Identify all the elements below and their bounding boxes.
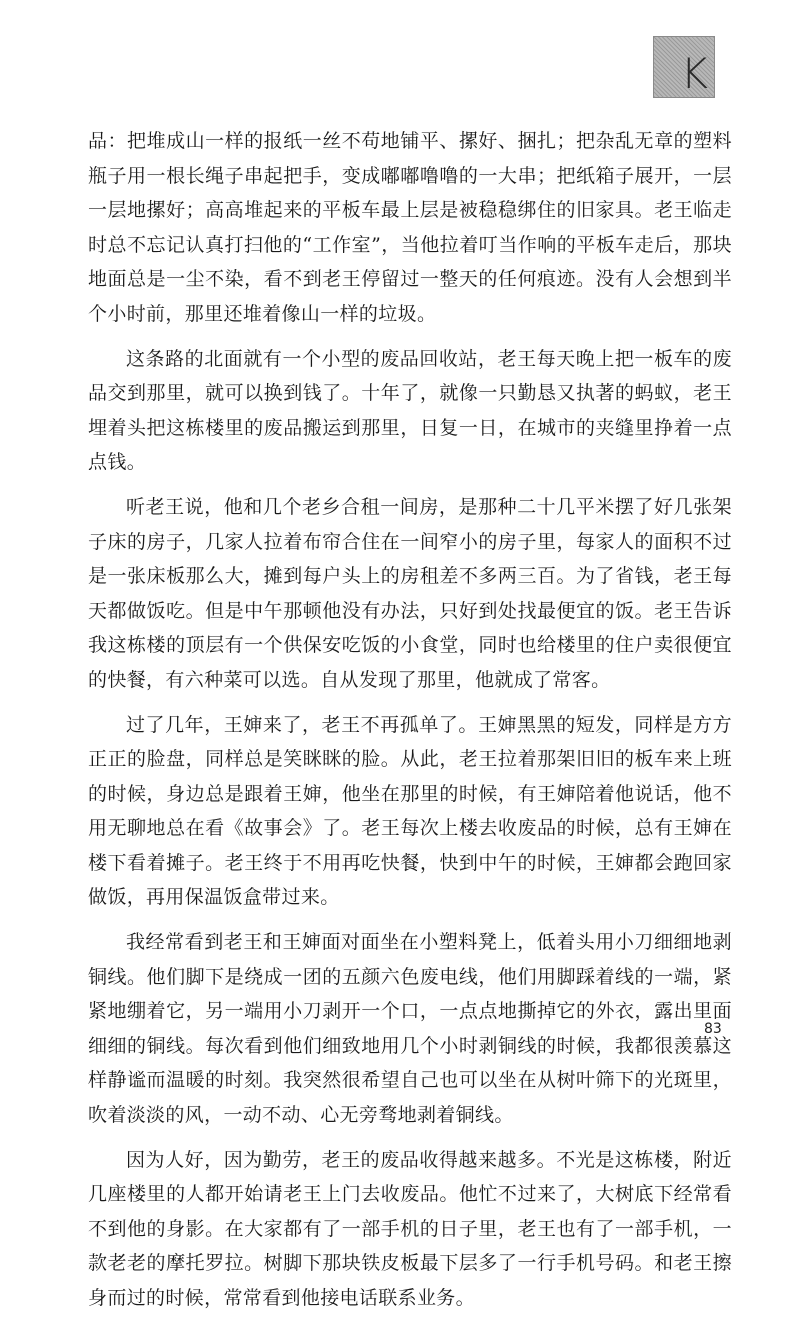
body-text [88, 124, 732, 1326]
paragraph: 听老王说，他和几个老乡合租一间房，是那种二十几平米摆了好几张架子床的房子，几家人拉着布帘合住在一间窄小的房子里，每家人的面积不过是一张床板那么大，摊到每户头上的房租差不多两三百。为了省钱，老王每天都做饭吃。但是中午那顿他没有办法，只好到处找最便宜的饭。老王告诉我这栋楼的顶层有一个供保安吃饭的小食堂，同时也给楼里的住户卖很便宜的快餐，有六种菜可以选。自从发现了那里，他就成了常客。 [88, 495, 732, 691]
paragraph: 因为人好，因为勤劳，老王的废品收得越来越多。不光是这栋楼，附近几座楼里的人都开始请老王上门去收废品。他忙不过来了，大树底下经常看不到他的身影。在大家都有了一部手机的日子里，老王也有了一部手机，一款老老的摩托罗拉。树脚下那块铁皮板最下层多了一行手机号码。和老王擦身而过的时候，常常看到他接电话联系业务。 [88, 1148, 732, 1309]
paragraph-continued: 品：把堆成山一样的报纸一丝不苟地铺平、摞好、捆扎；把杂乱无章的塑料瓶子用一根长绳子串起把手，变成嘟嘟噜噜的一大串；把纸箱子展开，一层一层地摞好；高高堆起来的平板车最上层是被稳稳绑住的旧家具。老王临走时总不忘记认真打扫他的“工作室”，当他拉着叮当作响的平板车走后，那块地面总是一尘不染，看不到老王停留过一整天的任何痕迹。没有人会想到半个小时前，那里还堆着像山一样的垃圾。 [88, 130, 732, 325]
paragraph: 这条路的北面就有一个小型的废品回收站，老王每天晚上把一板车的废品交到那里，就可以换到钱了。十年了，就像一只勤恳又执著的蚂蚁，老王埋着头把这栋楼里的废品搬运到那里，日复一日，在城市的夹缝里挣着一点点钱。 [88, 347, 732, 474]
section-tab [653, 36, 715, 98]
page-number: 83 [704, 1021, 722, 1037]
paragraph: 我经常看到老王和王婶面对面坐在小塑料凳上，低着头用小刀细细地剥铜线。他们脚下是绕成一团的五颜六色废电线，他们用脚踩着线的一端，紧紧地绷着它，另一端用小刀剥开一个口，一点点地撕掉它的外衣，露出里面细细的铜线。每次看到他们细致地用几个小时剥铜线的时候，我都很羡慕这样静谧而温暖的时刻。我突然很希望自己也可以坐在从树叶筛下的光斑里，吹着淡淡的风，一动不动、心无旁骛地剥着铜线。 [88, 931, 732, 1127]
section-letter: K [680, 49, 708, 98]
paragraph: 过了几年，王婶来了，老王不再孤单了。王婶黑黑的短发，同样是方方正正的脸盘，同样总是笑眯眯的脸。从此，老王拉着那架旧旧的板车来上班的时候，身边总是跟着王婶，他坐在那里的时候，有王婶陪着他说话，他不用无聊地总在看《故事会》了。老王每次上楼去收废品的时候，总有王婶在楼下看着摊子。老王终于不用再吃快餐，快到中午的时候，王婶都会跑回家做饭，再用保温饭盒带过来。 [88, 713, 732, 909]
